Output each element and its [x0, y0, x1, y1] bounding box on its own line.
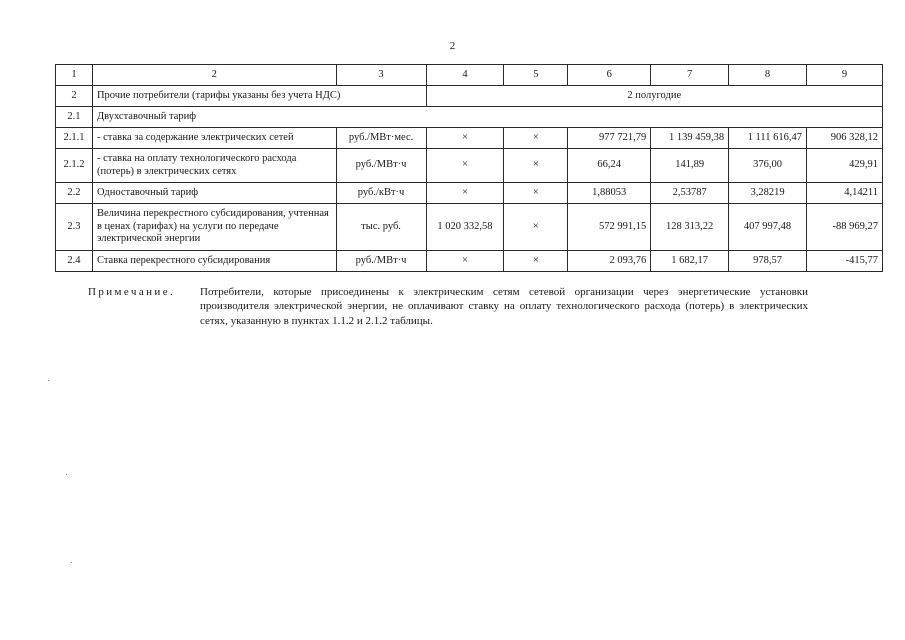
group-label: Прочие потребители (тарифы указаны без учета НДС)	[92, 86, 426, 107]
header-cell: 9	[807, 65, 883, 86]
table-row	[56, 128, 883, 149]
cell-col9: 4,14211	[807, 183, 883, 204]
cell-col8: 3,28219	[729, 183, 807, 204]
cell-col7: 128 313,22	[651, 204, 729, 251]
row-number: 2.3	[56, 204, 93, 251]
cell-col5: ×	[504, 128, 568, 149]
cell-col5: ×	[504, 204, 568, 251]
header-cell: 5	[504, 65, 568, 86]
header-number-row	[56, 65, 883, 86]
table-row	[56, 251, 883, 272]
cell-col7: 1 139 459,38	[651, 128, 729, 149]
cell-col8: 376,00	[729, 149, 807, 183]
header-cell: 3	[336, 65, 426, 86]
note-text: Потребители, которые присоединены к электрическим сетям сетевой организации через энергетические установки производителя электрической энергии, не оплачивают ставку на оплату технологического расхода (потерь) в электрических сетях, указанную в пунктах 1.1.2 и 2.1.2 таблицы.	[200, 286, 808, 327]
header-cell: 4	[426, 65, 504, 86]
row-label: - ставка за содержание электрических сетей	[92, 128, 336, 149]
cell-col6: 977 721,79	[568, 128, 651, 149]
row-unit: тыс. руб.	[336, 204, 426, 251]
cell-col7: 141,89	[651, 149, 729, 183]
cell-col5: ×	[504, 251, 568, 272]
cell-col8: 1 111 616,47	[729, 128, 807, 149]
header-cell: 6	[568, 65, 651, 86]
cell-col9: 429,91	[807, 149, 883, 183]
group-row	[56, 86, 883, 107]
cell-col4: 1 020 332,58	[426, 204, 504, 251]
cell-col7: 2,53787	[651, 183, 729, 204]
section-label: Двухставочный тариф	[92, 107, 882, 128]
row-label: Ставка перекрестного субсидирования	[92, 251, 336, 272]
period-label: 2 полугодие	[426, 86, 883, 107]
row-label: Величина перекрестного субсидирования, учтенная в ценах (тарифах) на услуги по передаче электрической энергии	[92, 204, 336, 251]
scan-speck	[48, 380, 49, 381]
cell-col9: 906 328,12	[807, 128, 883, 149]
cell-col5: ×	[504, 149, 568, 183]
row-number: 2.1.2	[56, 149, 93, 183]
scan-speck	[66, 474, 67, 475]
cell-col8: 407 997,48	[729, 204, 807, 251]
cell-col6: 66,24	[568, 149, 651, 183]
row-unit: руб./кВт·ч	[336, 183, 426, 204]
scan-speck	[71, 562, 72, 563]
cell-col4: ×	[426, 251, 504, 272]
cell-col9: -88 969,27	[807, 204, 883, 251]
note	[88, 285, 808, 328]
row-number: 2.4	[56, 251, 93, 272]
section-row	[56, 107, 883, 128]
table-row	[56, 183, 883, 204]
header-cell: 2	[92, 65, 336, 86]
cell-col5: ×	[504, 183, 568, 204]
cell-col8: 978,57	[729, 251, 807, 272]
note-label: Примечание.	[88, 286, 176, 298]
cell-col7: 1 682,17	[651, 251, 729, 272]
row-unit: руб./МВт·ч	[336, 251, 426, 272]
row-unit: руб./МВт·мес.	[336, 128, 426, 149]
cell-col6: 2 093,76	[568, 251, 651, 272]
cell-col4: ×	[426, 149, 504, 183]
row-label: - ставка на оплату технологического расхода (потерь) в электрических сетях	[92, 149, 336, 183]
row-unit: руб./МВт·ч	[336, 149, 426, 183]
row-label: Одноставочный тариф	[92, 183, 336, 204]
row-number: 2.2	[56, 183, 93, 204]
header-cell: 1	[56, 65, 93, 86]
row-number: 2.1.1	[56, 128, 93, 149]
cell-col4: ×	[426, 128, 504, 149]
cell-col6: 572 991,15	[568, 204, 651, 251]
cell-col4: ×	[426, 183, 504, 204]
page-number: 2	[449, 40, 456, 52]
header-cell: 8	[729, 65, 807, 86]
table-row	[56, 204, 883, 251]
row-number: 2.1	[56, 107, 93, 128]
tariff-table	[55, 64, 883, 272]
header-cell: 7	[651, 65, 729, 86]
cell-col6: 1,88053	[568, 183, 651, 204]
row-number: 2	[56, 86, 93, 107]
table-row	[56, 149, 883, 183]
cell-col9: -415,77	[807, 251, 883, 272]
